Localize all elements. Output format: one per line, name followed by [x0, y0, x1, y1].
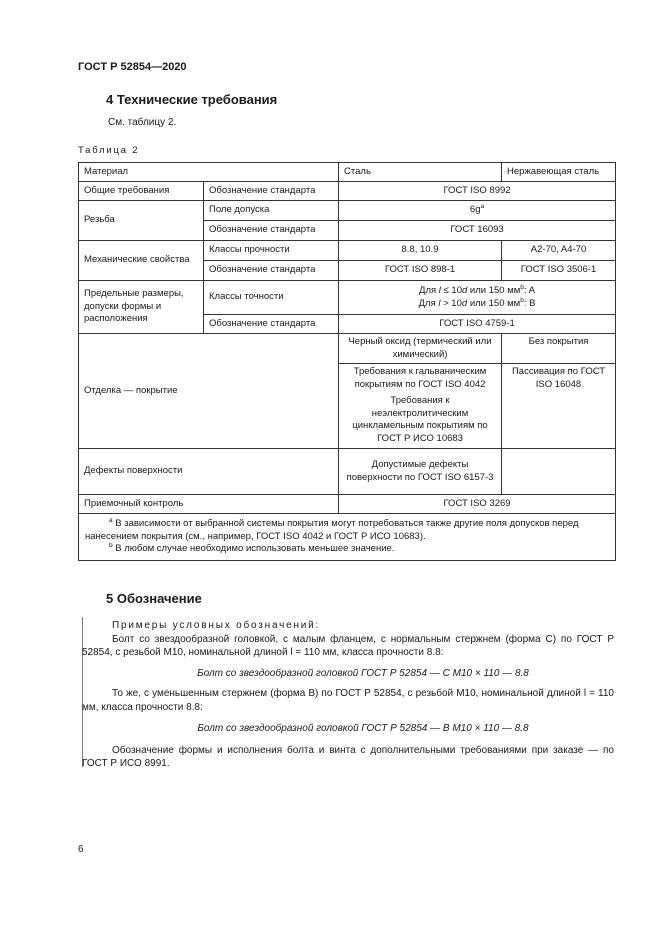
param-label: Классы прочности	[204, 241, 339, 261]
examples-heading: Примеры условных обозначений:	[112, 620, 321, 631]
table-row	[79, 495, 616, 514]
row-label-thread: Резьба	[79, 201, 204, 241]
requirements-table	[78, 162, 616, 561]
cell-value: ГОСТ 16093	[339, 221, 616, 241]
param-label: Обозначение стандарта	[204, 221, 339, 241]
param-label: Обозначение стандарта	[204, 315, 339, 334]
footnotes-row	[79, 514, 616, 561]
footnote-b: $^b$ В любом случае необходимо использовать меньшее значение.	[109, 541, 395, 554]
formula-2: Болт со звездообразной головкой ГОСТ Р 52854 — B M10 × 110 — 8.8	[197, 723, 529, 734]
cell-value: ГОСТ ISO 3506-1	[502, 261, 616, 281]
table-row	[79, 182, 616, 201]
accuracy-line-2: Для l > 10d или 150 $мм^b$: B	[418, 296, 536, 309]
param-label: Обозначение стандарта	[204, 182, 339, 201]
header-stainless: Нержавеющая сталь	[502, 163, 616, 182]
row-label-limits: Предельные размеры, допуски формы и расположения	[79, 281, 204, 334]
table-row	[79, 201, 616, 221]
tolerance-value: 6g	[469, 204, 481, 216]
cell-empty	[502, 449, 616, 495]
cell-value: ГОСТ ISO 8992	[339, 182, 616, 201]
footnote-ref-a: a	[480, 203, 485, 211]
param-label: Обозначение стандарта	[204, 261, 339, 281]
page-number: 6	[78, 844, 84, 855]
table-header-row	[79, 163, 616, 182]
cell-value: Без покрытия	[502, 334, 616, 364]
cell-value: ГОСТ ISO 4759-1	[339, 315, 616, 334]
example-paragraph-2: То же, с уменьшенным стержнем (форма B) по ГОСТ Р 52854, с резьбой M10, номинальной длиной l = 110 мм, класса прочности 8.8:	[82, 688, 614, 713]
table-row	[79, 449, 616, 495]
param-label: Классы точности	[204, 281, 339, 315]
cell-value	[339, 201, 616, 221]
section-5-body	[82, 619, 614, 771]
cell-value	[339, 281, 616, 315]
cell-value: Допустимые дефекты поверхности по ГОСТ ISO 6157-3	[339, 449, 502, 495]
accuracy-line-1: Для l ≤ 10d или 150 $мм^b$: A	[419, 283, 535, 296]
document-code-header: ГОСТ Р 52854—2020	[78, 61, 187, 73]
table-caption: Таблица 2	[78, 145, 140, 156]
table-row	[79, 241, 616, 261]
table-row	[79, 281, 616, 315]
table-row	[79, 334, 616, 364]
section-4-intro: См. таблицу 2.	[108, 117, 177, 128]
cell-value	[339, 364, 502, 449]
cell-value: ГОСТ ISO 3269	[339, 495, 616, 514]
row-label-acceptance: Приемочный контроль	[79, 495, 339, 514]
row-label-defects: Дефекты поверхности	[79, 449, 339, 495]
row-label-mechanical: Механические свойства	[79, 241, 204, 281]
zinc-flake-requirements: Требования к неэлектролитическим цинкламельным покрытиям по ГОСТ Р ИСО 10683	[352, 395, 488, 444]
cell-value: ГОСТ ISO 898-1	[339, 261, 502, 281]
section-4-title: 4 Технические требования	[106, 92, 278, 107]
row-label-finish: Отделка — покрытие	[79, 334, 339, 449]
cell-value: Пассивация по ГОСТ ISO 16048	[502, 364, 616, 449]
galvanic-requirements: Требования к гальваническим покрытиям по ГОСТ ISO 4042	[353, 366, 487, 390]
cell-value: A2-70, A4-70	[502, 241, 616, 261]
section-5-title: 5 Обозначение	[106, 591, 202, 606]
param-label: Поле допуска	[204, 201, 339, 221]
row-label-general: Общие требования	[79, 182, 204, 201]
footnotes	[79, 514, 616, 561]
example-paragraph-3: Обозначение формы и исполнения болта и винта с дополнительными требованиями при заказе — по ГОСТ Р ИСО 8991.	[82, 744, 614, 769]
formula-1: Болт со звездообразной головкой ГОСТ Р 52854 — C M10 × 110 — 8.8	[197, 667, 529, 679]
cell-value: Черный оксид (термический или химический)	[339, 334, 502, 364]
example-paragraph-1: Болт со звездообразной головкой, с малым фланцем, с нормальным стержнем (форма C) по ГОСТ Р 52854, с резьбой M10, номинальной длиной l = 110 мм, класса прочности 8.8:	[82, 633, 614, 658]
header-material: Материал	[79, 163, 339, 182]
header-steel: Сталь	[339, 163, 502, 182]
footnote-a: $^a$ В зависимости от выбранной системы покрытия могут потребоваться также другие поля допусков перед нанесением покрытия (см., например, ГОСТ ISO 4042 и ГОСТ Р ИСО 10683).	[85, 516, 579, 542]
cell-value: 8.8, 10.9	[339, 241, 502, 261]
